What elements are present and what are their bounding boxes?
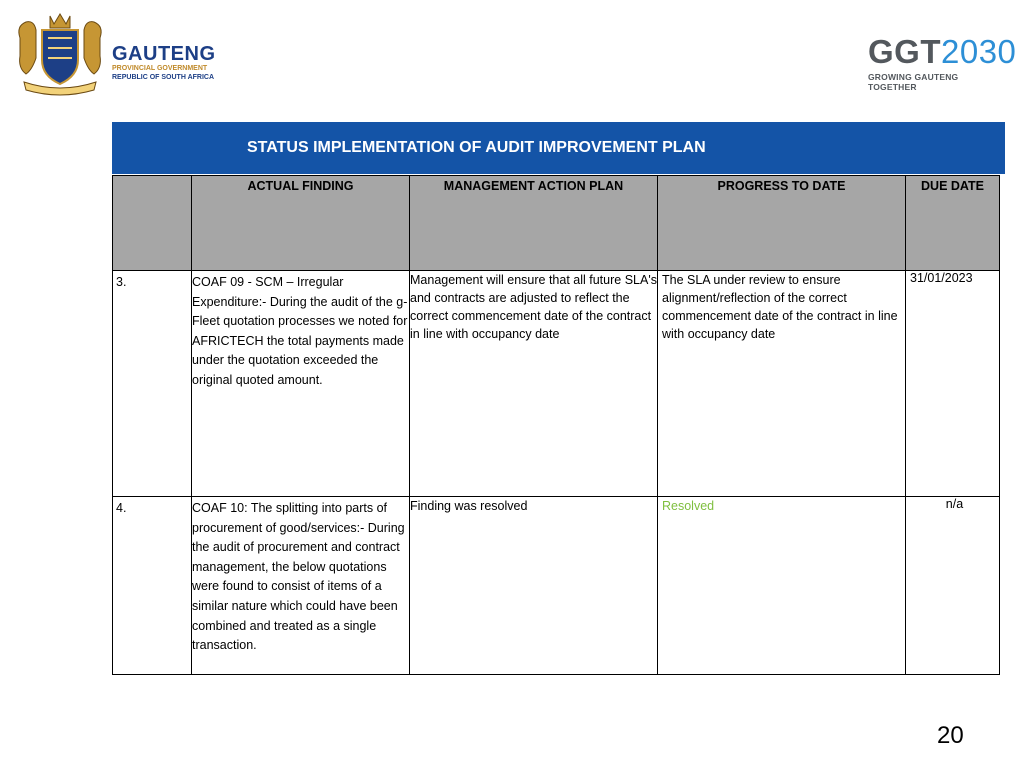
- table-row: [113, 271, 1000, 497]
- header-cell-num: [113, 176, 192, 271]
- management-action-plan: Management will ensure that all future SLA's and contracts are adjusted to reflect the correct commencement date of the contract in line with occupancy date: [410, 271, 658, 497]
- actual-finding: COAF 09 - SCM – Irregular Expenditure:- During the audit of the g-Fleet quotation processes we noted for AFRICTECH the total payments made under the quotation exceeded the original quoted amount.: [192, 271, 410, 497]
- gauteng-name: GAUTENG: [112, 43, 216, 65]
- header-cell-progress: PROGRESS TO DATE: [658, 176, 906, 271]
- row-number: 3.: [113, 271, 192, 497]
- title-band: [112, 122, 1005, 174]
- header-cell-plan: MANAGEMENT ACTION PLAN: [410, 176, 658, 271]
- page-number: 20: [937, 722, 964, 749]
- ggt-year: 2030: [941, 33, 1017, 70]
- ggt-tagline: GROWING GAUTENG TOGETHER: [868, 72, 959, 92]
- gauteng-line1: PROVINCIAL GOVERNMENT: [112, 65, 208, 72]
- audit-plan-table: [112, 175, 1000, 675]
- header-cell-finding: ACTUAL FINDING: [192, 176, 410, 271]
- due-date: 31/01/2023: [906, 271, 1000, 497]
- page-title: STATUS IMPLEMENTATION OF AUDIT IMPROVEMENT PLAN: [247, 139, 706, 156]
- due-date: n/a: [906, 497, 1000, 675]
- ggt-text: GGT: [868, 33, 941, 70]
- coat-of-arms-icon: [14, 8, 106, 98]
- management-action-plan: Finding was resolved: [410, 497, 658, 675]
- actual-finding: COAF 10: The splitting into parts of procurement of good/services:- During the audit of procurement and contract management, the below quotations were found to consist of items of a similar nature which could have been combined and treated as a single transaction.: [192, 497, 410, 675]
- row-number: 4.: [113, 497, 192, 675]
- gauteng-line2: REPUBLIC OF SOUTH AFRICA: [112, 74, 215, 81]
- table-row: [113, 497, 1000, 675]
- table-header-row: [113, 176, 1000, 271]
- progress-to-date: The SLA under review to ensure alignment/reflection of the correct commencement date of the contract in line with occupancy date: [658, 271, 906, 497]
- header-cell-due: DUE DATE: [906, 176, 1000, 271]
- ggt2030-logo: [868, 33, 1017, 94]
- gauteng-logo: [14, 8, 216, 100]
- progress-to-date: Resolved: [658, 497, 906, 675]
